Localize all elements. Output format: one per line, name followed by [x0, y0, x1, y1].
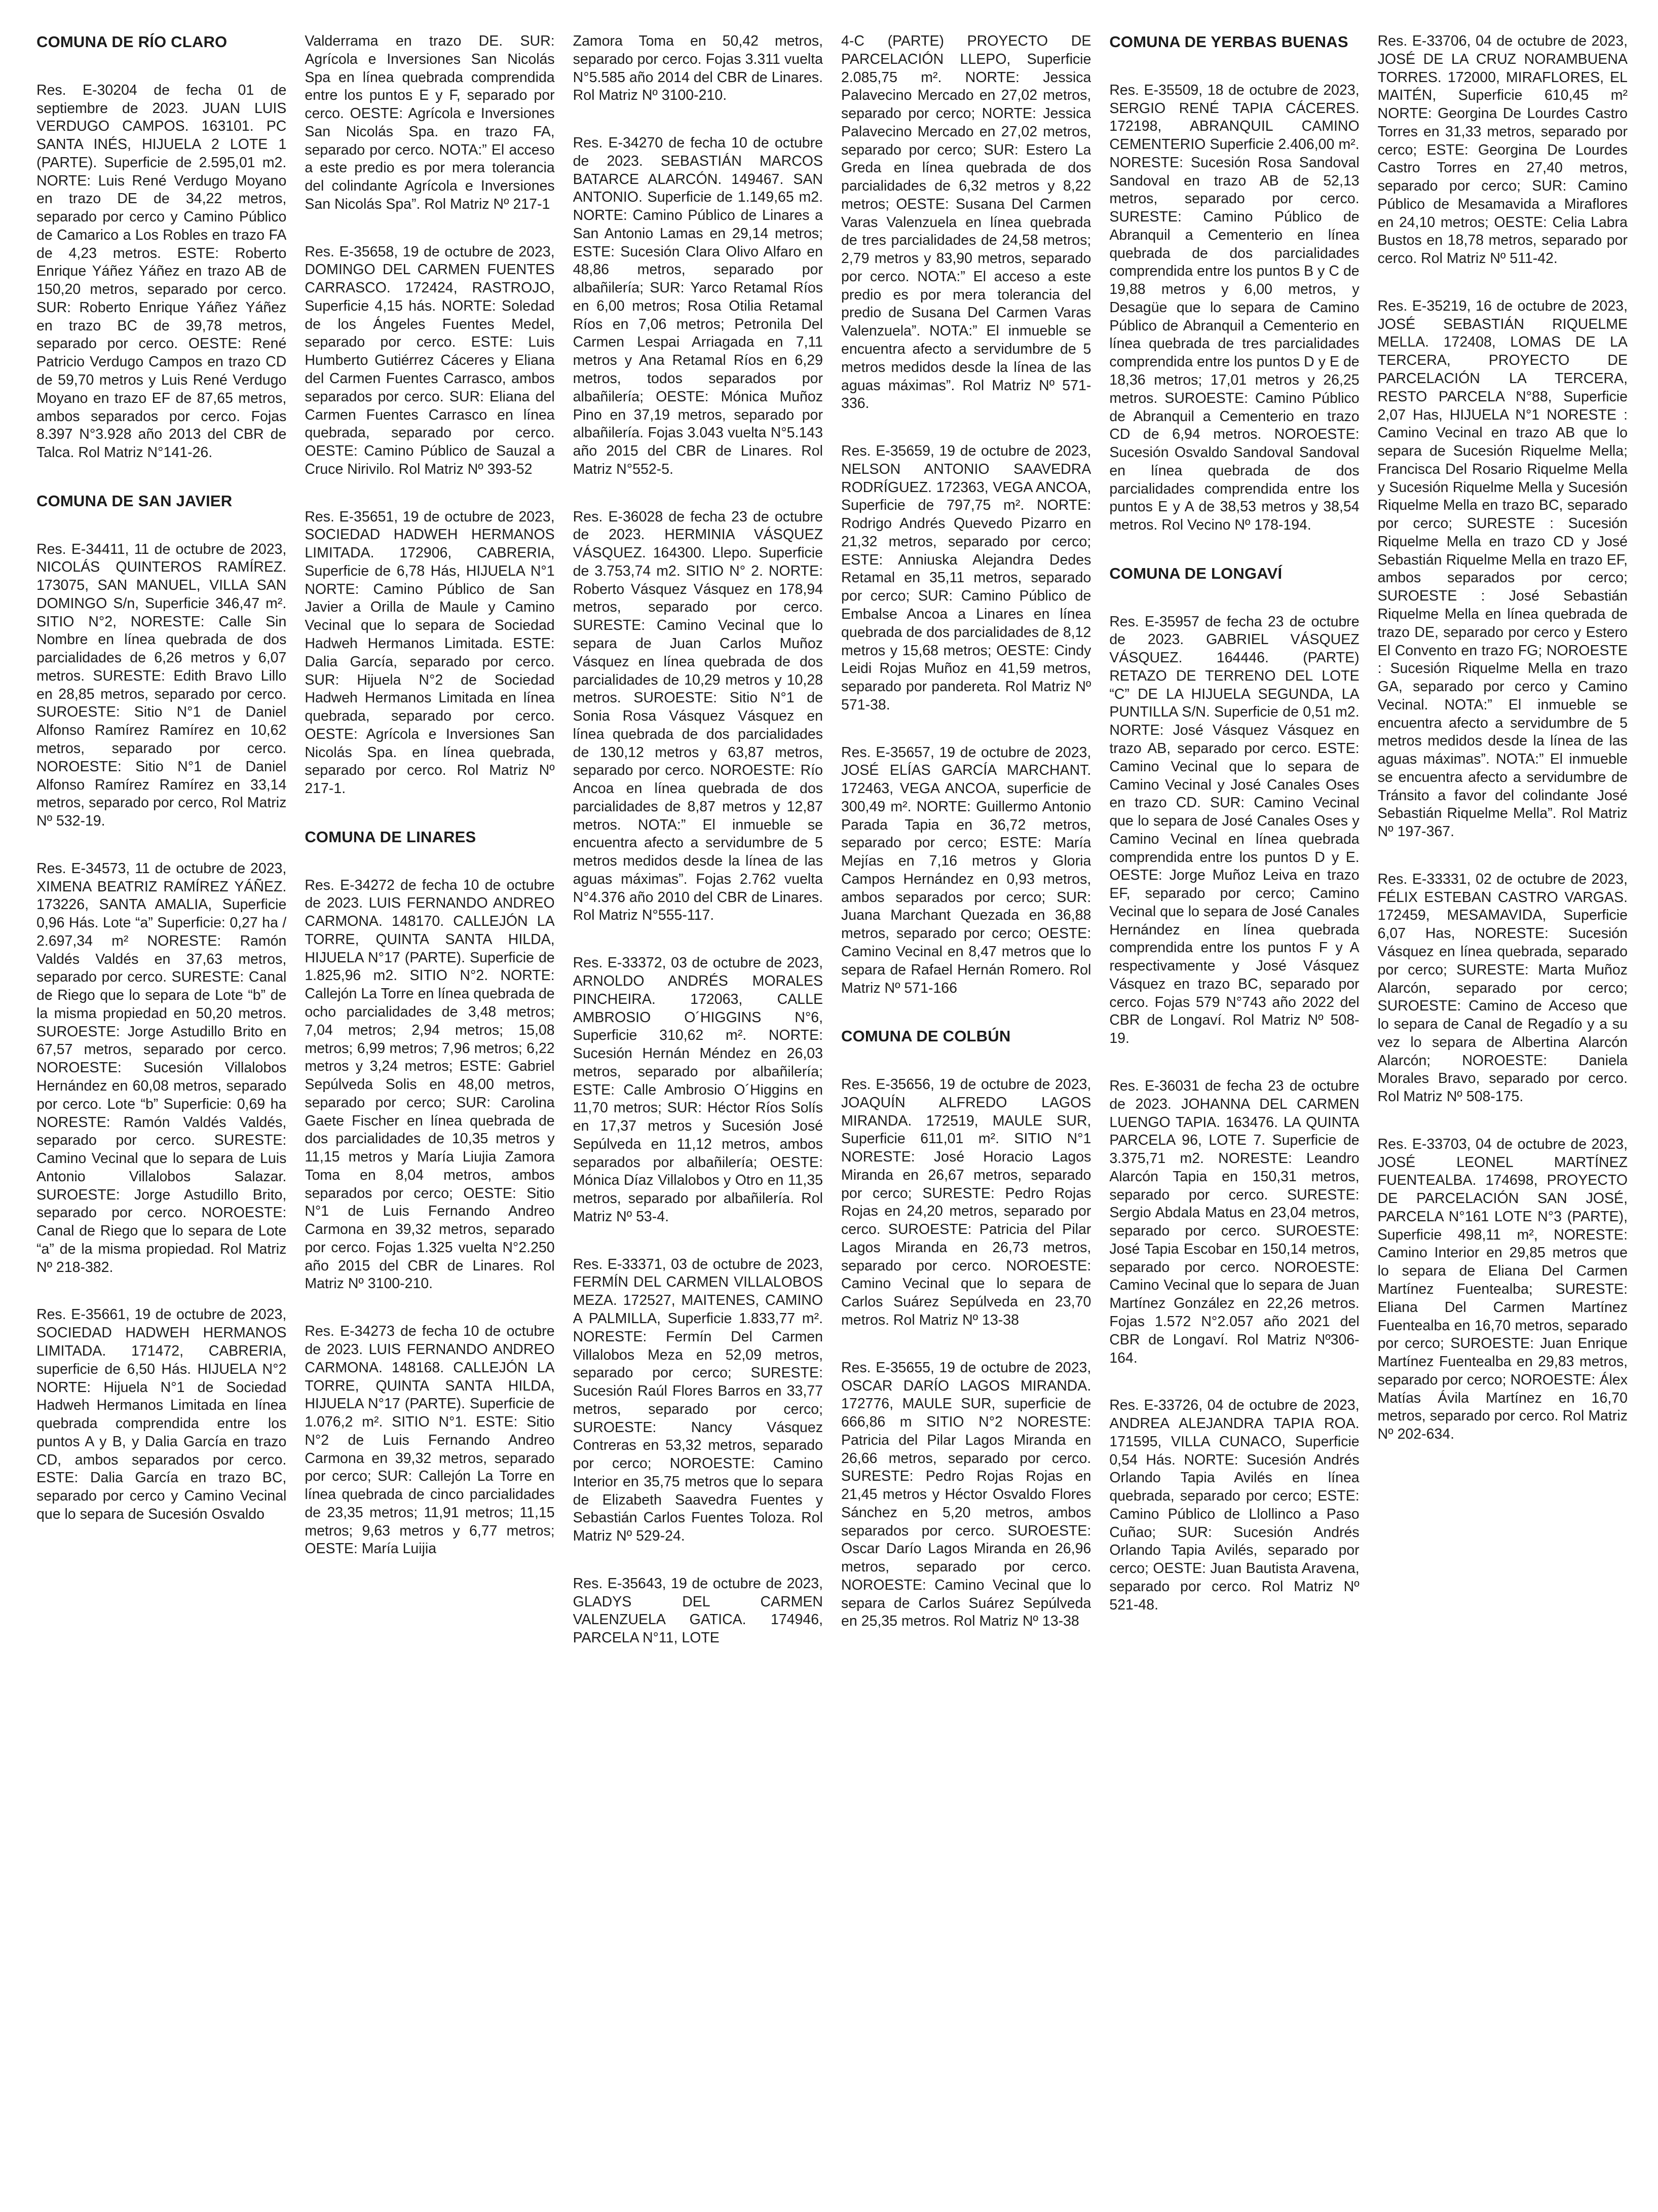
column-5: [1109, 32, 1359, 2181]
notice-entry: Res. E-34272 de fecha 10 de octubre de 2023. LUIS FERNANDO ANDREO CARMONA. 148170. CALLEJÓN LA TORRE, QUINTA SANTA HILDA, HIJUELA N°17 (PARTE). Superficie de 1.825,96 m2. SITIO N°2. NORTE: Callejón La Torre en línea quebrada de ocho parcialidades de 3,48 metros; 7,04 metros; 2,94 metros; 15,08 metros; 6,99 metros; 7,96 metros; 6,22 metros y 3,24 metros; ESTE: Gabriel Sepúlveda Solis en 48,00 metros, separado por cerco; SUR: Carolina Gaete Fischer en línea quebrada de dos parcialidades de 10,35 metros y 11,15 metros y María Liujia Zamora Toma en 8,04 metros, ambos separados por cerco; OESTE: Sitio N°1 de Luis Fernando Andreo Carmona en 39,32 metros, separado por cerco. Fojas 1.325 vuelta N°2.250 año 2015 del CBR de Linares. Rol Matriz Nº 3100-210.: [305, 877, 555, 1292]
notice-entry: Res. E-34270 de fecha 10 de octubre de 2023. SEBASTIÁN MARCOS BATARCE ALARCÓN. 149467. SAN ANTONIO. Superficie de 1.149,65 m2. NORTE: Camino Público de Linares a San Antonio Lamas en 29,14 metros; ESTE: Sucesión Clara Olivo Alfaro en 48,86 metros, separado por albañilería; SUR: Yarco Retamal Ríos en 6,00 metros; Rosa Otilia Retamal Ríos en 7,06 metros; Petronila Del Carmen Lespai Arriagada en 7,11 metros y Ana Retamal Ríos en 6,29 metros, todos separados por albañilería; OESTE: Mónica Muñoz Pino en 37,19 metros, separado por albañilería. Fojas 3.043 vuelta N°5.143 año 2015 del CBR de Linares. Rol Matriz N°552-5.: [573, 135, 823, 477]
notice-entry: Res. E-33371, 03 de octubre de 2023, FERMÍN DEL CARMEN VILLALOBOS MEZA. 172527, MAITENES, CAMINO A PALMILLA, Superficie 1.833,77 m². NORESTE: Fermín Del Carmen Villalobos Meza en 52,09 metros, separado por cerco; SURESTE: Sucesión Raúl Flores Barros en 33,77 metros, separado por cerco; SUROESTE: Nancy Vásquez Contreras en 53,32 metros, separado por cerco; NOROESTE: Camino Interior en 35,75 metros que lo separa de Elizabeth Saavedra Fuentes y Sebastián Carlos Fuentes Toloza. Rol Matriz Nº 529-24.: [573, 1256, 823, 1545]
notice-entry: Valderrama en trazo DE. SUR: Agrícola e Inversiones San Nicolás Spa en línea quebrada comprendida entre los puntos E y F, separado por cerco. OESTE: Agrícola e Inversiones San Nicolás Spa. en trazo FA, separado por cerco. NOTA:” El acceso a este predio es por mera tolerancia del colindante Agrícola e Inversiones San Nicolás Spa”. Rol Matriz Nº 217-1: [305, 33, 555, 212]
notice-entry: Res. E-34273 de fecha 10 de octubre de 2023. LUIS FERNANDO ANDREO CARMONA. 148168. CALLEJÓN LA TORRE, QUINTA SANTA HILDA, HIJUELA N°17 (PARTE). Superficie de 1.076,2 m². SITIO N°1. ESTE: Sitio N°2 de Luis Fernando Andreo Carmona en 39,32 metros, separado por cerco; SUR: Callejón La Torre en línea quebrada de cinco parcialidades de 23,35 metros; 11,91 metros; 11,15 metros; 9,63 metros y 6,77 metros; OESTE: María Luijia: [305, 1323, 555, 1557]
notice-entry: Res. E-33706, 04 de octubre de 2023, JOSÉ DE LA CRUZ NORAMBUENA TORRES. 172000, MIRAFLORES, EL MAITÉN, Superficie 610,45 m² NORTE: Georgina De Lourdes Castro Torres en 31,33 metros, separado por cerco; ESTE: Georgina De Lourdes Castro Torres en 27,40 metros, separado por cerco; SUR: Camino Público de Mesamavida a Miraflores en 24,10 metros; OESTE: Celia Labra Bustos en 18,78 metros, separado por cerco. Rol Matriz Nº 511-42.: [1377, 33, 1628, 267]
notice-entry: Res. E-34573, 11 de octubre de 2023, XIMENA BEATRIZ RAMÍREZ YÁÑEZ. 173226, SANTA AMALIA, Superficie 0,96 Hás. Lote “a” Superficie: 0,27 ha / 2.697,34 m² NORESTE: Ramón Valdés Valdés en 37,63 metros, separado por cerco. SURESTE: Canal de Riego que lo separa de Lote “b” de la misma propiedad en 50,20 metros. SUROESTE: Jorge Astudillo Brito en 67,57 metros, separado por cerco. NOROESTE: Sucesión Villalobos Hernández en 60,08 metros, separado por cerco. Lote “b” Superficie: 0,69 ha NORESTE: Ramón Valdés Valdés, separado por cerco. SURESTE: Camino Vecinal que lo separa de Luis Antonio Villalobos Salazar. SUROESTE: Jorge Astudillo Brito, separado por cerco. NOROESTE: Canal de Riego que lo separa de Lote “a” de la misma propiedad. Rol Matriz Nº 218-382.: [36, 860, 287, 1276]
notice-entry: Res. E-35651, 19 de octubre de 2023, SOCIEDAD HADWEH HERMANOS LIMITADA. 172906, CABRERIA, Superficie de 6,78 Hás, HIJUELA N°1 NORTE: Camino Público de San Javier a Orilla de Maule y Camino Vecinal que lo separa de Sociedad Hadweh Hermanos Limitada. ESTE: Dalia García, separado por cerco. SUR: Hijuela N°2 de Sociedad Hadweh Hermanos Limitada en línea quebrada, separado por cerco. OESTE: Agrícola e Inversiones San Nicolás Spa. en línea quebrada, separado por cerco. Rol Matriz Nº 217-1.: [305, 508, 555, 797]
notice-entry: Res. E-36031 de fecha 23 de octubre de 2023. JOHANNA DEL CARMEN LUENGO TAPIA. 163476. LA QUINTA PARCELA 96, LOTE 7. Superficie de 3.375,71 m2. NORESTE: Leandro Alarcón Tapia en 150,31 metros, separado por cerco. SURESTE: Sergio Abdala Matus en 23,04 metros, separado por cerco. SUROESTE: José Tapia Escobar en 150,14 metros, separado por cerco. NOROESTE: Camino Vecinal que lo separa de Juan Martínez González en 22,26 metros. Fojas 1.572 N°2.057 año 2021 del CBR de Longaví. Rol Matriz Nº306-164.: [1109, 1078, 1360, 1366]
comuna-heading: COMUNA DE RÍO CLARO: [36, 33, 228, 51]
notice-entry: Res. E-33726, 04 de octubre de 2023, ANDREA ALEJANDRA TAPIA ROA. 171595, VILLA CUNACO, Superficie 0,54 Hás. NORTE: Sucesión Andrés Orlando Tapia Avilés en línea quebrada, separado por cerco; ESTE: Camino Público de Llollinco a Paso Cuñao; SUR: Sucesión Andrés Orlando Tapia Avilés, separado por cerco; OESTE: Juan Bautista Aravena, separado por cerco. Rol Matriz Nº 521-48.: [1109, 1397, 1360, 1613]
notice-entry: Res. E-36028 de fecha 23 de octubre de 2023. HERMINIA VÁSQUEZ VÁSQUEZ. 164300. Llepo. Superficie de 3.753,74 m2. SITIO N° 2. NORTE: Roberto Vásquez Vásquez en 178,94 metros, separado por cerco. SURESTE: Camino Vecinal que lo separa de Juan Carlos Muñoz Vásquez en línea quebrada de dos parcialidades de 10,29 metros y 10,28 metros. SUROESTE: Sitio N°1 de Sonia Rosa Vásquez Vásquez en línea quebrada de dos parcialidades de 130,12 metros y 63,87 metros, separado por cerco. NOROESTE: Río Ancoa en línea quebrada de dos parcialidades de 8,87 metros y 12,87 metros. NOTA:” El inmueble se encuentra afecto a servidumbre de 5 metros medidos desde la línea de las aguas máximas”. Fojas 2.762 vuelta N°4.376 año 2010 del CBR de Linares. Rol Matriz N°555-117.: [573, 508, 823, 924]
notice-entry: Res. E-35656, 19 de octubre de 2023, JOAQUÍN ALFREDO LAGOS MIRANDA. 172519, MAULE SUR, Superficie 611,01 m². SITIO N°1 NORESTE: José Horacio Lagos Miranda en 26,67 metros, separado por cerco; SURESTE: Pedro Rojas Rojas en 24,20 metros, separado por cerco. SUROESTE: Patricia del Pilar Lagos Miranda en 26,73 metros, separado por cerco. NOROESTE: Camino Vecinal que lo separa de Carlos Suárez Sepúlveda en 23,70 metros. Rol Matriz Nº 13-38: [841, 1076, 1091, 1328]
comuna-heading: COMUNA DE LONGAVÍ: [1109, 564, 1283, 582]
notice-entry: Res. E-35509, 18 de octubre de 2023, SERGIO RENÉ TAPIA CÁCERES. 172198, ABRANQUIL CAMINO CEMENTERIO Superficie 2.406,00 m². NORESTE: Sucesión Rosa Sandoval Sandoval en trazo AB de 52,13 metros, separado por cerco. SURESTE: Camino Público de Abranquil a Cementerio en línea quebrada de dos parcialidades comprendida entre los puntos B y C de 19,88 metros y 6,00 metros, y Desagüe que lo separa de Camino Público de Abranquil a Cementerio en línea quebrada de tres parcialidades comprendida entre los puntos D y E de 18,36 metros; 17,01 metros y 26,25 metros. SUROESTE: Camino Público de Abranquil a Cementerio en trazo CD de 6,94 metros. NOROESTE: Sucesión Osvaldo Sandoval Sandoval en línea quebrada de dos parcialidades comprendida entre los puntos E y A de 38,53 metros y 38,54 metros. Rol Vecino Nº 178-194.: [1109, 82, 1360, 534]
notice-entry: Res. E-33331, 02 de octubre de 2023, FÉLIX ESTEBAN CASTRO VARGAS. 172459, MESAMAVIDA, Superficie 6,07 Has, NORESTE: Sucesión Vásquez en línea quebrada, separado por cerco; SURESTE: Marta Muñoz Alarcón, separado por cerco; SUROESTE: Camino de Acceso que lo separa de Canal de Regadío y a su vez lo separa de Albertina Alarcón Alarcón; NOROESTE: Daniela Morales Bravo, separado por cerco. Rol Matriz Nº 508-175.: [1377, 871, 1628, 1105]
notice-entry: Res. E-34411, 11 de octubre de 2023, NICOLÁS QUINTEROS RAMÍREZ. 173075, SAN MANUEL, VILLA SAN DOMINGO S/n, Superficie 346,47 m². SITIO N°2, NORESTE: Calle Sin Nombre en línea quebrada de dos parcialidades de 6,26 metros y 6,07 metros. SURESTE: Edith Bravo Lillo en 28,85 metros, separado por cerco. SUROESTE: Sitio N°1 de Daniel Alfonso Ramírez Ramírez en 10,62 metros, separado por cerco. NOROESTE: Sitio N°1 de Daniel Alfonso Ramírez Ramírez en 33,14 metros, separado por cerco, Rol Matriz Nº 532-19.: [36, 541, 287, 830]
column-4: [841, 32, 1091, 2181]
notice-entry: Res. E-35219, 16 de octubre de 2023, JOSÉ SEBASTIÁN RIQUELME MELLA. 172408, LOMAS DE LA TERCERA, PROYECTO DE PARCELACIÓN LA TERCERA, RESTO PARCELA N°88, Superficie 2,07 Has, HIJUELA N°1 NORESTE : Camino Vecinal en trazo AB que lo separa de Sucesión Riquelme Mella; Francisca Del Rosario Riquelme Mella y Sucesión Riquelme Mella y Sucesión Riquelme Mella en trazo BC, separado por cerco; SURESTE : Sucesión Riquelme Mella en trazo CD y José Sebastián Riquelme Mella en trazo EF, ambos separados por cerco; SUROESTE : José Sebastián Riquelme Mella en línea quebrada de trazo DE, separado por cerco y Estero El Convento en trazo FG; NOROESTE : Sucesión Riquelme Mella en trazo GA, separado por cerco y Camino Vecinal. NOTA:” El inmueble se encuentra afecto a servidumbre de 5 metros medidos desde la línea de las aguas máximas”. NOTA:” El inmueble se encuentra afecto a servidumbre de Tránsito a favor del colindante José Sebastián Riquelme Mella”. Rol Matriz Nº 197-367.: [1377, 297, 1628, 840]
notice-entry: Res. E-35659, 19 de octubre de 2023, NELSON ANTONIO SAAVEDRA RODRÍGUEZ. 172363, VEGA ANCOA, Superficie de 797,75 m². NORTE: Rodrigo Andrés Quevedo Pizarro en 21,32 metros, separado por cerco; ESTE: Anniuska Alejandra Dedes Retamal en 35,11 metros, separado por cerco; SUR: Camino Público de Embalse Ancoa a Linares en línea quebrada de dos parcialidades de 8,12 metros y 15,68 metros; OESTE: Cindy Leidi Rojas Muñoz en 41,59 metros, separado por pandereta. Rol Matriz Nº 571-38.: [841, 443, 1091, 713]
notice-entry: Res. E-35957 de fecha 23 de octubre de 2023. GABRIEL VÁSQUEZ VÁSQUEZ. 164446. (PARTE) RETAZO DE TERRENO DEL LOTE “C” DE LA HIJUELA SEGUNDA, LA PUNTILLA S/N. Superficie de 0,51 m2. NORTE: José Vásquez Vásquez en trazo AB, separado por cerco. ESTE: Camino Vecinal que lo separa de Camino Vecinal y José Canales Oses en trazo CD. SUR: Camino Vecinal que lo separa de José Canales Oses y Camino Vecinal en línea quebrada comprendida entre los puntos D y E. OESTE: Jorge Muñoz Leiva en trazo EF, separado por cerco; Camino Vecinal que lo separa de José Canales Hernández en línea quebrada comprendida entre los puntos F y A respectivamente y José Vásquez Vásquez en trazo BC, separado por cerco. Fojas 579 N°743 año 2022 del CBR de Longaví. Rol Matriz Nº 508-19.: [1109, 613, 1360, 1047]
legal-notices-page: [36, 32, 1628, 2181]
notice-entry: Res. E-35661, 19 de octubre de 2023, SOCIEDAD HADWEH HERMANOS LIMITADA. 171472, CABRERIA, superficie de 6,50 Hás. HIJUELA N°2 NORTE: Hijuela N°1 de Sociedad Hadweh Hermanos Limitada en línea quebrada comprendida entre los puntos A y B, y Dalia García en trazo CD, ambos separados por cerco. ESTE: Dalia García en trazo BC, separado por cerco y Camino Vecinal que lo separa de Sucesión Osvaldo: [36, 1306, 287, 1522]
comuna-heading: COMUNA DE YERBAS BUENAS: [1109, 33, 1348, 51]
notice-entry: Res. E-35658, 19 de octubre de 2023, DOMINGO DEL CARMEN FUENTES CARRASCO. 172424, RASTROJO, Superficie 4,15 hás. NORTE: Soledad de los Ángeles Fuentes Medel, separado por cerco. ESTE: Luis Humberto Gutiérrez Cáceres y Eliana del Carmen Fuentes Carrasco, ambos separados por cerco. SUR: Eliana del Carmen Fuentes Carrasco en línea quebrada, separado por cerco. OESTE: Camino Público de Sauzal a Cruce Nirivilo. Rol Matriz Nº 393-52: [305, 243, 555, 477]
comuna-heading: COMUNA DE LINARES: [305, 828, 476, 846]
column-1: [36, 32, 286, 2181]
comuna-heading: COMUNA DE SAN JAVIER: [36, 492, 233, 510]
comuna-heading: COMUNA DE COLBÚN: [841, 1027, 1011, 1045]
notice-entry: Res. E-35655, 19 de octubre de 2023, OSCAR DARÍO LAGOS MIRANDA. 172776, MAULE SUR, superficie de 666,86 m SITIO N°2 NORESTE: Patricia del Pilar Lagos Miranda en 26,66 metros, separado por cerco. SURESTE: Pedro Rojas Rojas en 21,45 metros y Héctor Osvaldo Flores Sánchez en 5,20 metros, ambos separados por cerco. SUROESTE: Oscar Darío Lagos Miranda en 26,96 metros, separado por cerco. NOROESTE: Camino Vecinal que lo separa de Carlos Suárez Sepúlveda en 25,35 metros. Rol Matriz Nº 13-38: [841, 1359, 1091, 1630]
notice-entry: Res. E-30204 de fecha 01 de septiembre de 2023. JUAN LUIS VERDUGO CAMPOS. 163101. PC SANTA INÉS, HIJUELA 2 LOTE 1 (PARTE). Superficie de 2.595,01 m2. NORTE: Luis René Verdugo Moyano en trazo DE de 34,22 metros, separado por cerco y Camino Público de Camarico a Los Robles en trazo FA de 4,23 metros. ESTE: Roberto Enrique Yáñez Yáñez en trazo AB de 150,20 metros, separado por cerco. SUR: Roberto Enrique Yáñez Yáñez en trazo BC de 39,78 metros, separado por cerco. OESTE: René Patricio Verdugo Campos en trazo CD de 59,70 metros y Luis René Verdugo Moyano en trazo EF de 87,65 metros, ambos separados por cerco. Fojas 8.397 N°3.928 año 2013 del CBR de Talca. Rol Matriz N°141-26.: [36, 82, 287, 461]
notice-entry: Res. E-33372, 03 de octubre de 2023, ARNOLDO ANDRÉS MORALES PINCHEIRA. 172063, CALLE AMBROSIO O´HIGGINS N°6, Superficie 310,62 m². NORTE: Sucesión Hernán Méndez en 26,03 metros, separado por albañilería; ESTE: Calle Ambrosio O´Higgins en 11,70 metros; SUR: Héctor Ríos Solís en 17,37 metros y Sucesión José Sepúlveda en 11,12 metros, ambos separados por albañilería; OESTE: Mónica Díaz Villalobos y Otro en 11,35 metros, separado por albañilería. Rol Matriz Nº 53-4.: [573, 955, 823, 1225]
notice-entry: Res. E-35657, 19 de octubre de 2023, JOSÉ ELÍAS GARCÍA MARCHANT. 172463, VEGA ANCOA, superficie de 300,49 m². NORTE: Guillermo Antonio Parada Tapia en 36,72 metros, separado por cerco; ESTE: María Mejías en 7,16 metros y Gloria Campos Hernández en 0,93 metros, ambos separados por cerco; SUR: Juana Marchant Quezada en 36,88 metros, separado por cerco; OESTE: Camino Vecinal en 8,47 metros que lo separa de Rafael Hernán Romero. Rol Matriz Nº 571-166: [841, 744, 1091, 996]
column-3: [573, 32, 823, 2181]
notice-entry: Zamora Toma en 50,42 metros, separado por cerco. Fojas 3.311 vuelta N°5.585 año 2014 del CBR de Linares. Rol Matriz Nº 3100-210.: [573, 33, 823, 104]
notice-entry: 4-C (PARTE) PROYECTO DE PARCELACIÓN LLEPO, Superficie 2.085,75 m². NORTE: Jessica Palavecino Mercado en 27,02 metros, separado por cerco; NORTE: Jessica Palavecino Mercado en 27,02 metros, separado por cerco; SUR: Estero La Greda en línea quebrada de dos parcialidades de 6,32 metros y 8,22 metros; OESTE: Susana Del Carmen Varas Valenzuela en línea quebrada de tres parcialidades de 24,58 metros; 2,79 metros y 83,90 metros, separado por cerco. NOTA:” El acceso a este predio es por mera tolerancia del predio de Susana Del Carmen Varas Valenzuela”. NOTA:” El inmueble se encuentra afecto a servidumbre de 5 metros medidos desde la línea de las aguas máximas”. Rol Matriz Nº 571-336.: [841, 33, 1091, 412]
column-2: [305, 32, 554, 2181]
column-6: [1378, 32, 1628, 2181]
notice-entry: Res. E-35643, 19 de octubre de 2023, GLADYS DEL CARMEN VALENZUELA GATICA. 174946, PARCELA N°11, LOTE: [573, 1575, 823, 1646]
notice-entry: Res. E-33703, 04 de octubre de 2023, JOSÉ LEONEL MARTÍNEZ FUENTEALBA. 174698, PROYECTO DE PARCELACIÓN SAN JOSÉ, PARCELA N°161 LOTE N°3 (PARTE), Superficie 498,11 m², NORESTE: Camino Interior en 29,85 metros que lo separa de Eliana Del Carmen Martínez Fuentealba; SURESTE: Eliana Del Carmen Martínez Fuentealba en 16,70 metros, separado por cerco; SUROESTE: Juan Enrique Martínez Fuentealba en 29,83 metros, separado por cerco; NOROESTE: Álex Matías Ávila Martínez en 16,70 metros, separado por cerco. Rol Matriz Nº 202-634.: [1377, 1136, 1628, 1443]
